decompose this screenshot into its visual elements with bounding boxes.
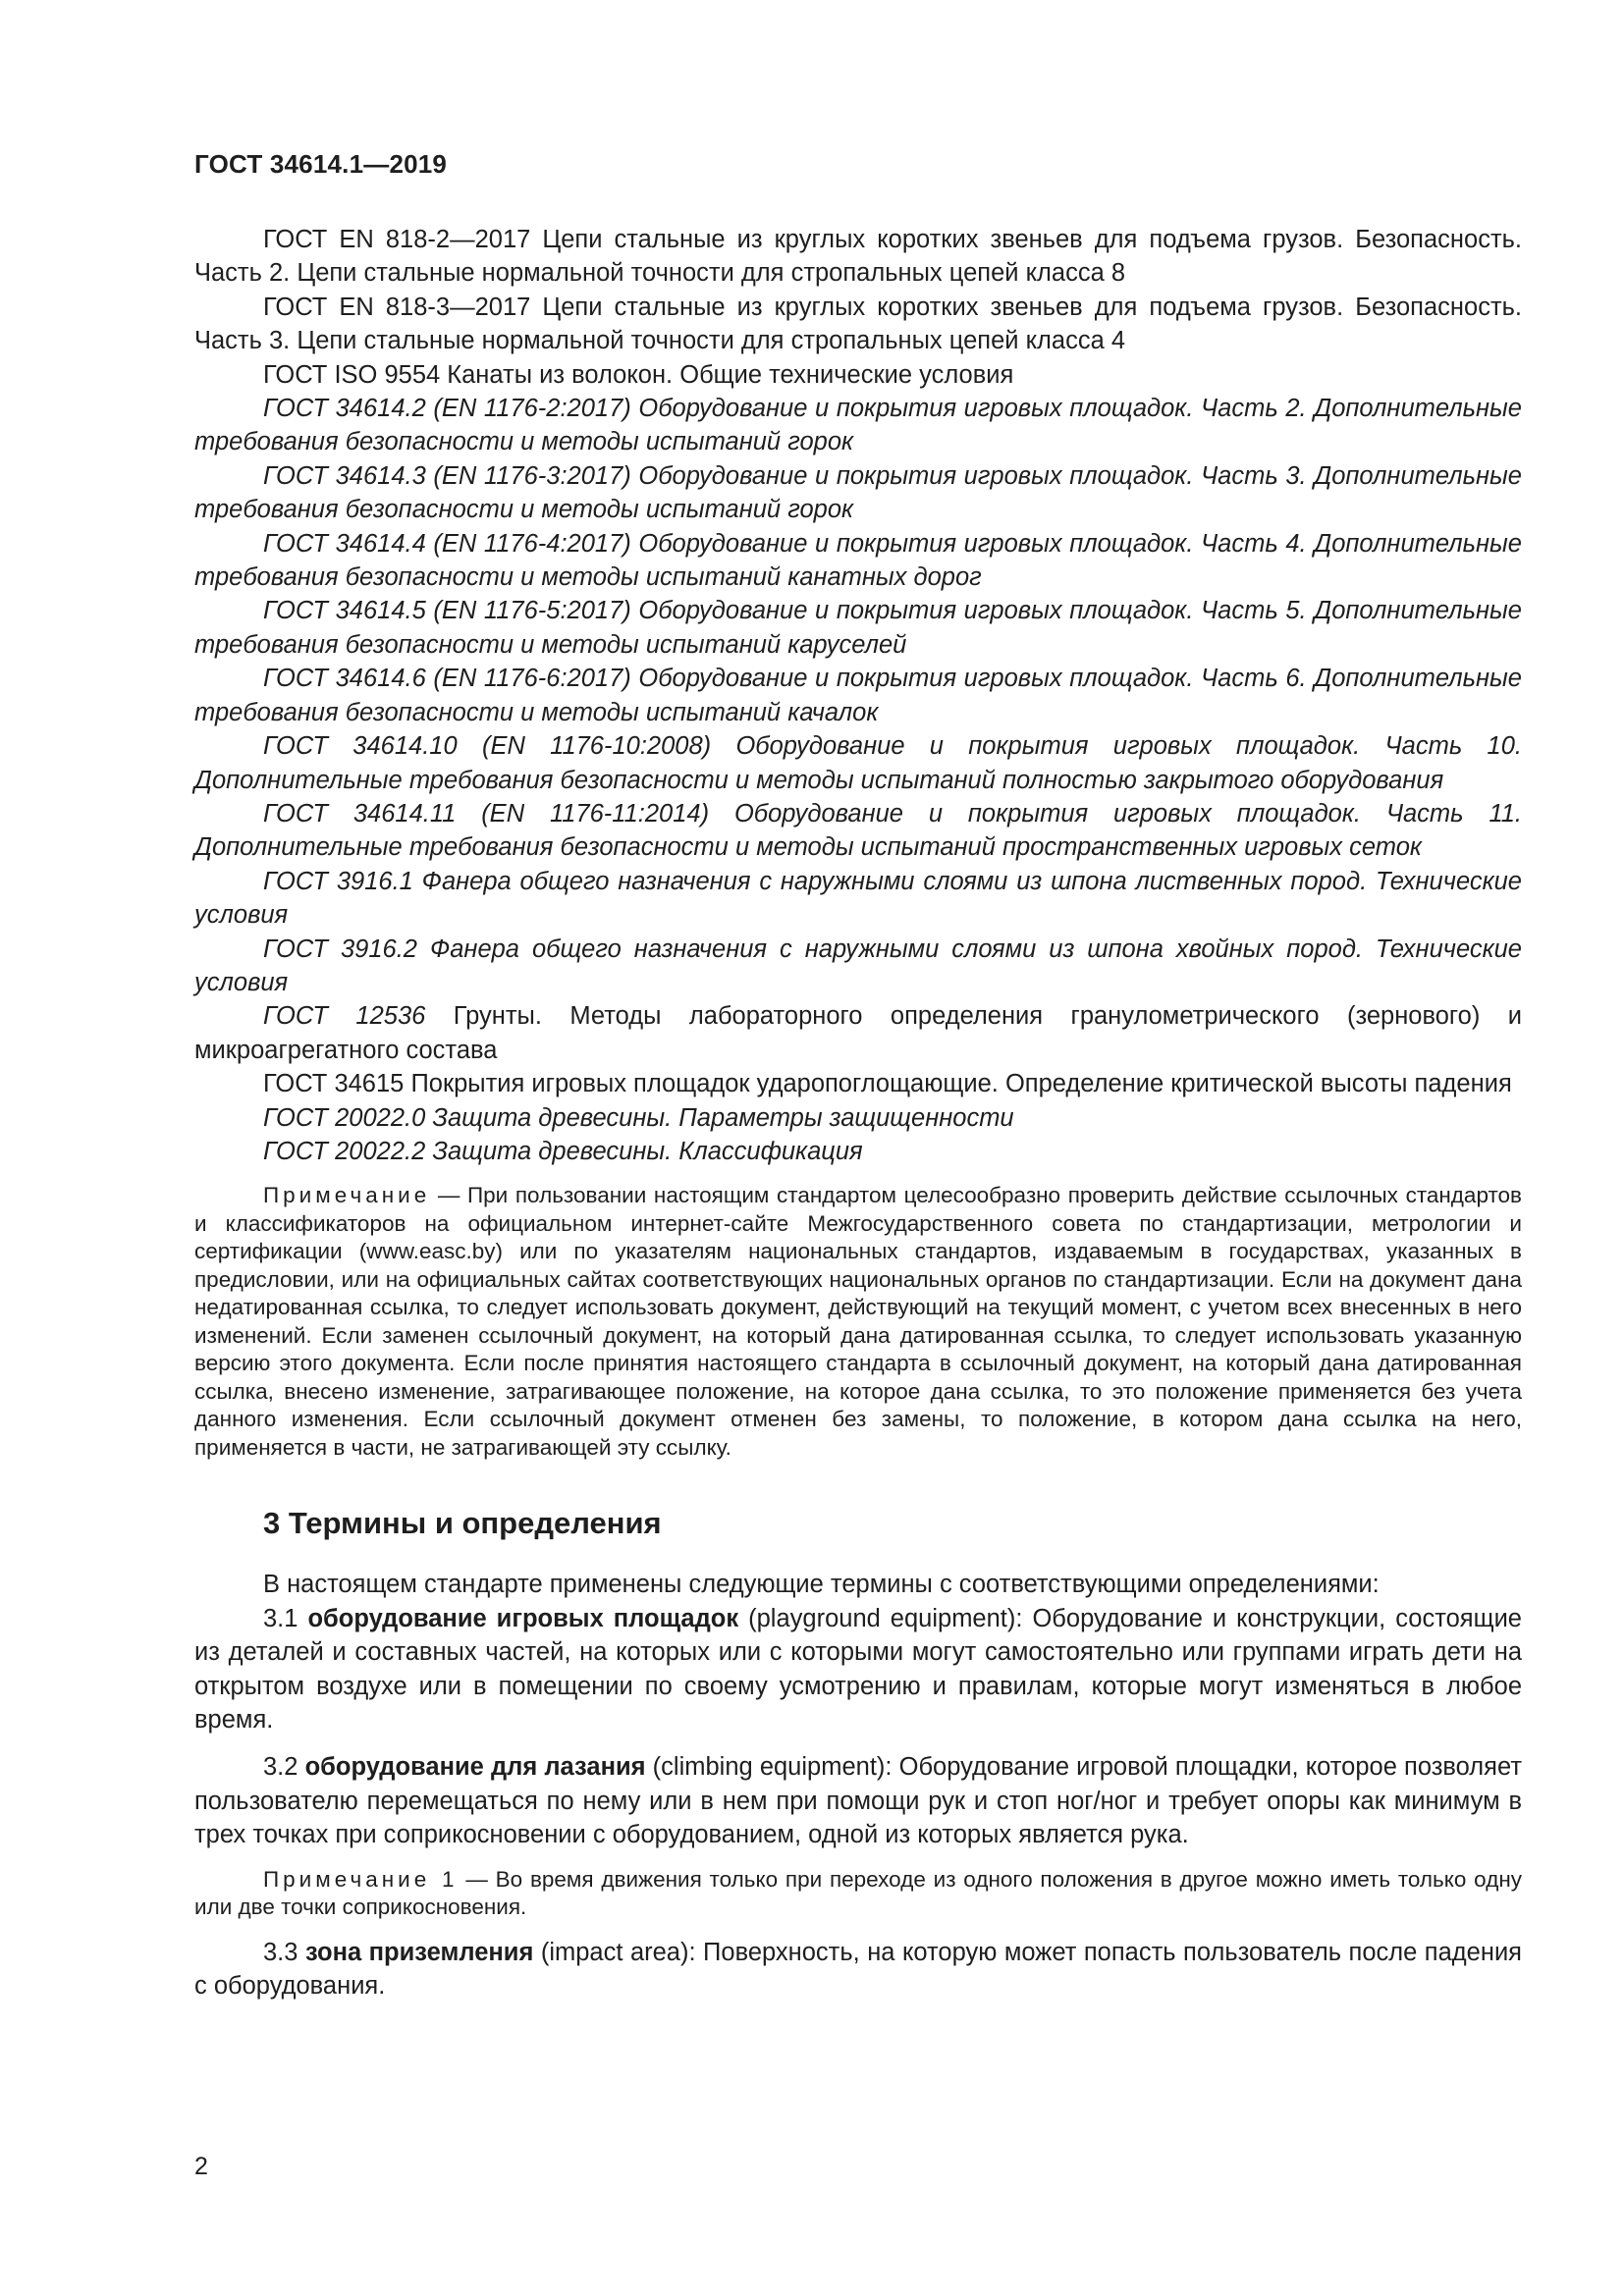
reference-code: ГОСТ 34614.3 (EN 1176-3:2017) xyxy=(263,461,631,490)
reference-code: ГОСТ 3916.2 xyxy=(263,934,417,963)
reference-title: Грунты. Методы лабораторного определения гранулометрического (зернового) и микроагрегатного состава xyxy=(194,1002,1523,1064)
reference-item xyxy=(194,223,1522,291)
reference-title: Фанера общего назначения с наружными слоями из шпона хвойных пород. Технические условия xyxy=(194,934,1522,996)
references-note xyxy=(194,1182,1522,1462)
reference-title: Цепи стальные из круглых коротких звеньев для подъема грузов. Безопасность. Часть 2. Цепи стальные нормальной точности для стропальных цепей класса 8 xyxy=(194,226,1522,288)
reference-item xyxy=(194,1101,1522,1135)
reference-title: Цепи стальные из круглых коротких звеньев для подъема грузов. Безопасность. Часть 3. Цепи стальные нормальной точности для стропальных цепей класса 4 xyxy=(194,293,1522,355)
reference-code: ГОСТ 34614.2 (EN 1176-2:2017) xyxy=(263,395,631,423)
page-number: 2 xyxy=(194,2153,208,2180)
term-name: оборудование игровых площадок xyxy=(307,1604,739,1632)
section-intro: В настоящем стандарте применены следующие термины с соответствующими определениями: xyxy=(263,1571,1380,1599)
term-definition xyxy=(194,1750,1522,1851)
term-text: (climbing equipment): Оборудование игровой площадки, которое позволяет пользователю перемещаться по нему или в нем при помощи рук и стоп ног/ног и требует опоры как минимум в трех точках при соприкосновении с оборудованием, одной из которых является рука. xyxy=(194,1753,1522,1849)
reference-code: ГОСТ 34614.11 (EN 1176-11:2014) xyxy=(263,799,710,828)
note-text: — Во время движения только при переходе из одного положения в другое можно иметь только одну или две точки соприкосновения. xyxy=(194,1866,1522,1920)
reference-title: Оборудование и покрытия игровых площадок. Часть 6. Дополнительные требования безопасности и методы испытаний качалок xyxy=(194,665,1522,726)
reference-title: Покрытия игровых площадок ударопоглощающие. Определение критической высоты падения xyxy=(404,1070,1512,1098)
reference-item xyxy=(194,1067,1522,1100)
reference-item xyxy=(194,999,1522,1067)
reference-code: ГОСТ 34614.4 (EN 1176-4:2017) xyxy=(263,529,631,558)
reference-title: Фанера общего назначения с наружными слоями из шпона лиственных пород. Технические условия xyxy=(194,867,1522,930)
reference-item xyxy=(194,358,1522,392)
reference-item xyxy=(194,933,1522,1000)
reference-item xyxy=(194,291,1522,358)
term-note xyxy=(194,1866,1522,1922)
section-title: 3 Термины и определения xyxy=(263,1506,662,1541)
reference-code: ГОСТ 34615 xyxy=(263,1070,405,1098)
reference-item xyxy=(194,594,1522,662)
term-number: 3.2 xyxy=(263,1753,305,1782)
term-text: (impact area): Поверхность, на которую может попасть пользователь после падения с оборудования. xyxy=(194,1938,1522,2001)
reference-title: Защита древесины. Классификация xyxy=(425,1137,863,1165)
note-text: — При пользовании настоящим стандартом целесообразно проверить действие ссылочных стандартов и классификаторов на официальном интернет-сайте Межгосударственного совета по стандартизации, метрологии и сертификации (www.easc.by) или по указателям национальных стандартов, издаваемым в государствах, указанных в предисловии, или на официальных сайтах соответствующих национальных органов по стандартизации. Если на документ дана недатированная ссылка, то следует использовать документ, действующий на текущий момент, с учетом всех внесенных в него изменений. Если заменен ссылочный документ, на который дана датированная ссылка, то следует использовать указанную версию этого документа. Если после принятия настоящего стандарта в ссылочный документ, на который дана датированная ссылка, внесено изменение, затрагивающее положение, на которое дана ссылка, то это положение применяется без учета данного изменения. Если ссылочный документ отменен без замены, то положение, в котором дана ссылка на него, применяется в части, не затрагивающей эту ссылку. xyxy=(194,1183,1522,1460)
term-number: 3.3 xyxy=(263,1938,305,1966)
reference-title: Оборудование и покрытия игровых площадок. Часть 11. Дополнительные требования безопасности и методы испытаний пространственных игровых сеток xyxy=(194,799,1522,862)
reference-item xyxy=(194,662,1522,729)
reference-code: ГОСТ 3916.1 xyxy=(263,867,413,895)
reference-item xyxy=(194,392,1522,459)
note-label: Примечание xyxy=(263,1183,431,1208)
reference-item xyxy=(194,729,1522,797)
page-header: ГОСТ 34614.1—2019 xyxy=(194,149,448,179)
reference-title: Канаты из волокон. Общие технические условия xyxy=(440,360,1014,389)
references-list xyxy=(194,223,1522,1168)
reference-item xyxy=(194,865,1522,933)
page-content xyxy=(194,223,1522,2002)
reference-item xyxy=(194,459,1522,527)
reference-title: Защита древесины. Параметры защищенности xyxy=(425,1103,1014,1132)
reference-title: Оборудование и покрытия игровых площадок. Часть 10. Дополнительные требования безопасности и методы испытаний полностью закрытого оборудования xyxy=(194,732,1522,794)
term-definition xyxy=(194,1602,1522,1737)
reference-title: Оборудование и покрытия игровых площадок. Часть 2. Дополнительные требования безопасности и методы испытаний горок xyxy=(194,395,1522,456)
reference-title: Оборудование и покрытия игровых площадок. Часть 5. Дополнительные требования безопасности и методы испытаний каруселей xyxy=(194,597,1522,659)
reference-code: ГОСТ 34614.5 (EN 1176-5:2017) xyxy=(263,597,631,625)
reference-item xyxy=(194,1135,1522,1168)
term-text: (playground equipment): Оборудование и конструкции, состоящие из деталей и составных частей, на которых или с которыми могут самостоятельно или группами играть дети на открытом воздухе или в помещении по своему усмотрению и правилам, которые могут изменяться в любое время. xyxy=(194,1604,1522,1734)
term-name: оборудование для лазания xyxy=(304,1753,646,1782)
reference-code: ГОСТ EN 818-2—2017 xyxy=(263,226,531,253)
reference-code: ГОСТ 12536 xyxy=(263,1002,426,1031)
reference-title: Оборудование и покрытия игровых площадок. Часть 4. Дополнительные требования безопасности и методы испытаний канатных дорог xyxy=(194,529,1522,592)
reference-item xyxy=(194,797,1522,865)
term-definition xyxy=(194,1936,1522,2003)
note-label: Примечание 1 xyxy=(263,1866,459,1892)
reference-code: ГОСТ 20022.0 xyxy=(263,1103,426,1132)
reference-code: ГОСТ EN 818-3—2017 xyxy=(263,293,531,321)
reference-item xyxy=(194,527,1522,595)
reference-code: ГОСТ 20022.2 xyxy=(263,1137,426,1165)
term-number: 3.1 xyxy=(263,1604,308,1632)
reference-code: ГОСТ ISO 9554 xyxy=(263,360,441,389)
reference-code: ГОСТ 34614.6 (EN 1176-6:2017) xyxy=(263,665,631,693)
reference-title: Оборудование и покрытия игровых площадок. Часть 3. Дополнительные требования безопасности и методы испытаний горок xyxy=(194,461,1522,524)
reference-code: ГОСТ 34614.10 (EN 1176-10:2008) xyxy=(263,732,712,761)
term-name: зона приземления xyxy=(304,1938,534,1966)
